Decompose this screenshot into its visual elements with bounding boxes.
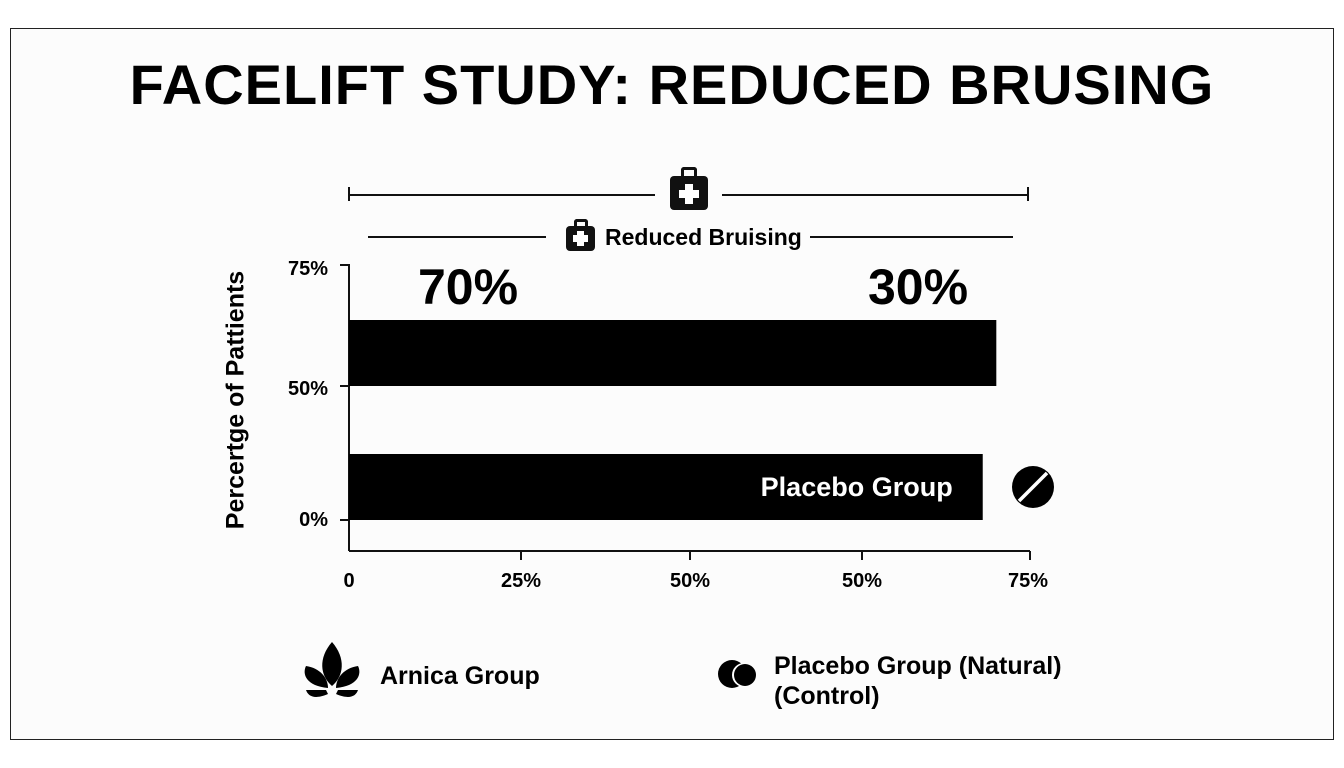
subhead-label: Reduced Bruising xyxy=(605,224,802,250)
bar-label: Placebo Group xyxy=(760,472,953,502)
x-tick-label: 25% xyxy=(500,570,542,592)
annotation-70: 70% xyxy=(418,259,519,315)
x-tick-label: 75% xyxy=(1007,570,1049,592)
x-tick-label: 50% xyxy=(669,570,711,592)
y-tick-label: 0% xyxy=(299,509,328,531)
chart-title: FACELIFT STUDY: REDUCED BRUSING xyxy=(129,53,1215,116)
y-tick-label: 50% xyxy=(287,378,328,400)
bar xyxy=(349,320,996,386)
y-axis-label: Percertge of Pattients xyxy=(221,270,250,530)
pills-icon xyxy=(718,660,756,688)
y-tick-label: 75% xyxy=(287,258,328,280)
annotation-30: 30% xyxy=(868,259,969,315)
legend-label-arnica: Arnica Group xyxy=(380,662,540,690)
pill-icon xyxy=(1012,466,1054,508)
legend-label-placebo xyxy=(774,651,1062,711)
x-tick-label: 50% xyxy=(841,570,883,592)
legend-label-placebo-text: Placebo Group (Natural) (Control) xyxy=(774,652,1062,710)
leaf-icon xyxy=(305,642,360,697)
x-tick-label: 0 xyxy=(343,570,355,592)
